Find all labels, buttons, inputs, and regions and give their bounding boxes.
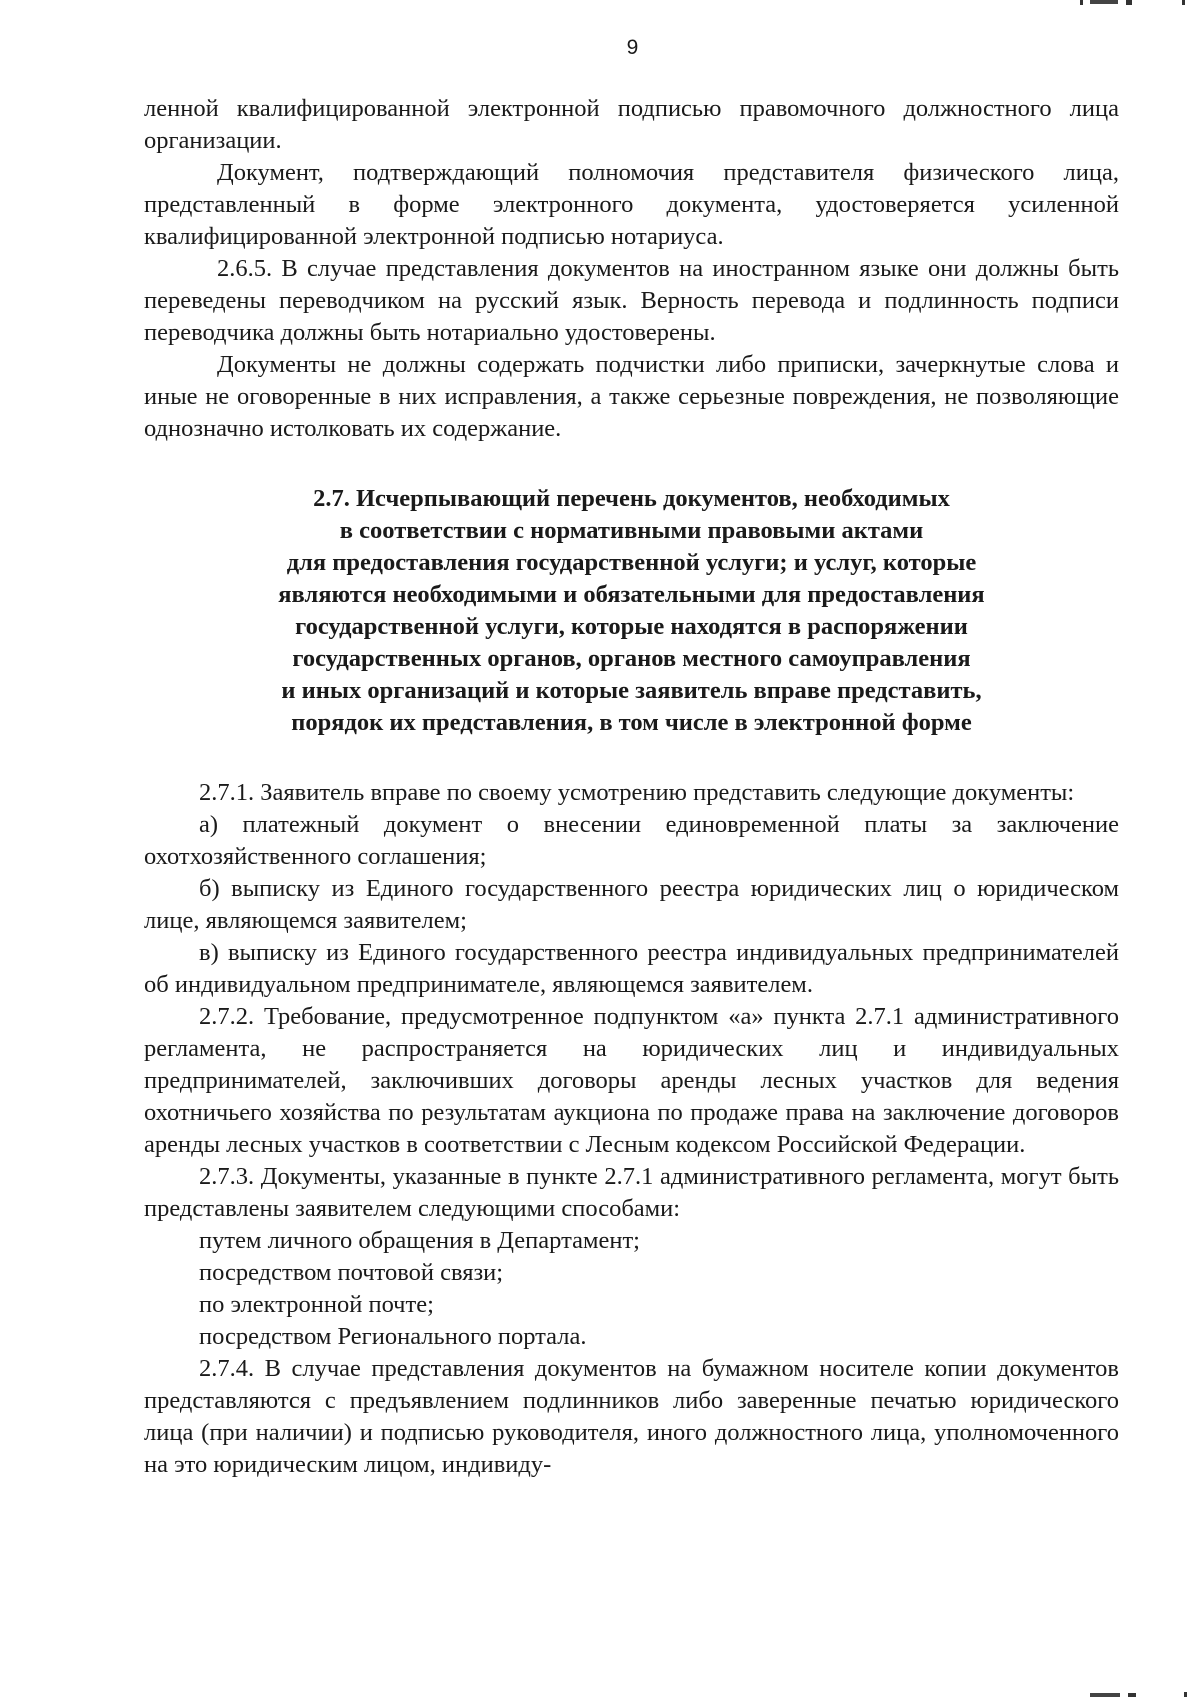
paragraph: 2.7.2. Требование, предусмотренное подпунктом «а» пункта 2.7.1 административного регламента, не распространяется на юридических лиц и индивидуальных предпринимателей, заключивших договоры аренды лесных участков для ведения охотничьего хозяйства по результатам аукциона по продаже права на заключение договоров аренды лесных участков в соответствии с Лесным кодексом Российской Федерации.: [144, 1003, 1119, 1158]
paragraph: 2.7.3. Документы, указанные в пункте 2.7.1 административного регламента, могут быть представлены заявителем следующими способами:: [144, 1163, 1119, 1222]
paragraph: 2.7.4. В случае представления документов на бумажном носителе копии документов представляются с предъявлением подлинников либо заверенные печатью юридического лица (при наличии) и подписью руководителя, иного должностного лица, уполномоченного на это юридическим лицом, индивиду-: [144, 1355, 1119, 1478]
list-item: в) выписку из Единого государственного реестра индивидуальных предпринимателей об индивидуальном предпринимателе, являющемся заявителем.: [144, 939, 1119, 998]
list-item: посредством Регионального портала.: [199, 1323, 587, 1350]
heading-line: 2.7. Исчерпывающий перечень документов, необходимых: [313, 485, 950, 512]
heading-line: государственной услуги, которые находятся в распоряжении: [295, 613, 968, 640]
paragraph: Документ, подтверждающий полномочия представителя физического лица, представленный в форме электронного документа, удостоверяется усиленной квалифицированной электронной подписью нотариуса.: [144, 159, 1119, 250]
list-item: посредством почтовой связи;: [199, 1259, 504, 1286]
page-number: 9: [626, 36, 639, 59]
heading-line: для предоставления государственной услуги; и услуг, которые: [286, 549, 977, 576]
heading-line: являются необходимыми и обязательными для предоставления: [278, 581, 985, 608]
document-body: [144, 93, 1119, 1481]
list-item: по электронной почте;: [199, 1291, 434, 1318]
section-heading: [144, 483, 1119, 739]
list-item: б) выписку из Единого государственного реестра юридических лиц о юридическом лице, являющемся заявителем;: [144, 875, 1119, 934]
list-item: путем личного обращения в Департамент;: [199, 1227, 640, 1254]
heading-line: государственных органов, органов местного самоуправления: [292, 645, 971, 672]
paragraph: 2.6.5. В случае представления документов на иностранном языке они должны быть переведены переводчиком на русский язык. Верность перевода и подлинность подписи переводчика должны быть нотариально удостоверены.: [144, 255, 1119, 346]
heading-line: в соответствии с нормативными правовыми актами: [339, 517, 924, 544]
list-item: а) платежный документ о внесении единовременной платы за заключение охотхозяйственного соглашения;: [144, 811, 1119, 870]
scan-artifact-bottom: [1060, 1691, 1200, 1697]
paragraph: Документы не должны содержать подчистки либо приписки, зачеркнутые слова и иные не оговоренные в них исправления, а также серьезные повреждения, не позволяющие однозначно истолковать их содержание.: [144, 351, 1119, 442]
paragraph: ленной квалифицированной электронной подписью правомочного должностного лица организации.: [144, 95, 1119, 154]
heading-line: порядок их представления, в том числе в электронной форме: [291, 709, 972, 736]
heading-line: и иных организаций и которые заявитель вправе представить,: [281, 677, 982, 704]
scan-artifact-top: [1060, 0, 1200, 6]
paragraph: 2.7.1. Заявитель вправе по своему усмотрению представить следующие документы:: [199, 779, 1075, 806]
